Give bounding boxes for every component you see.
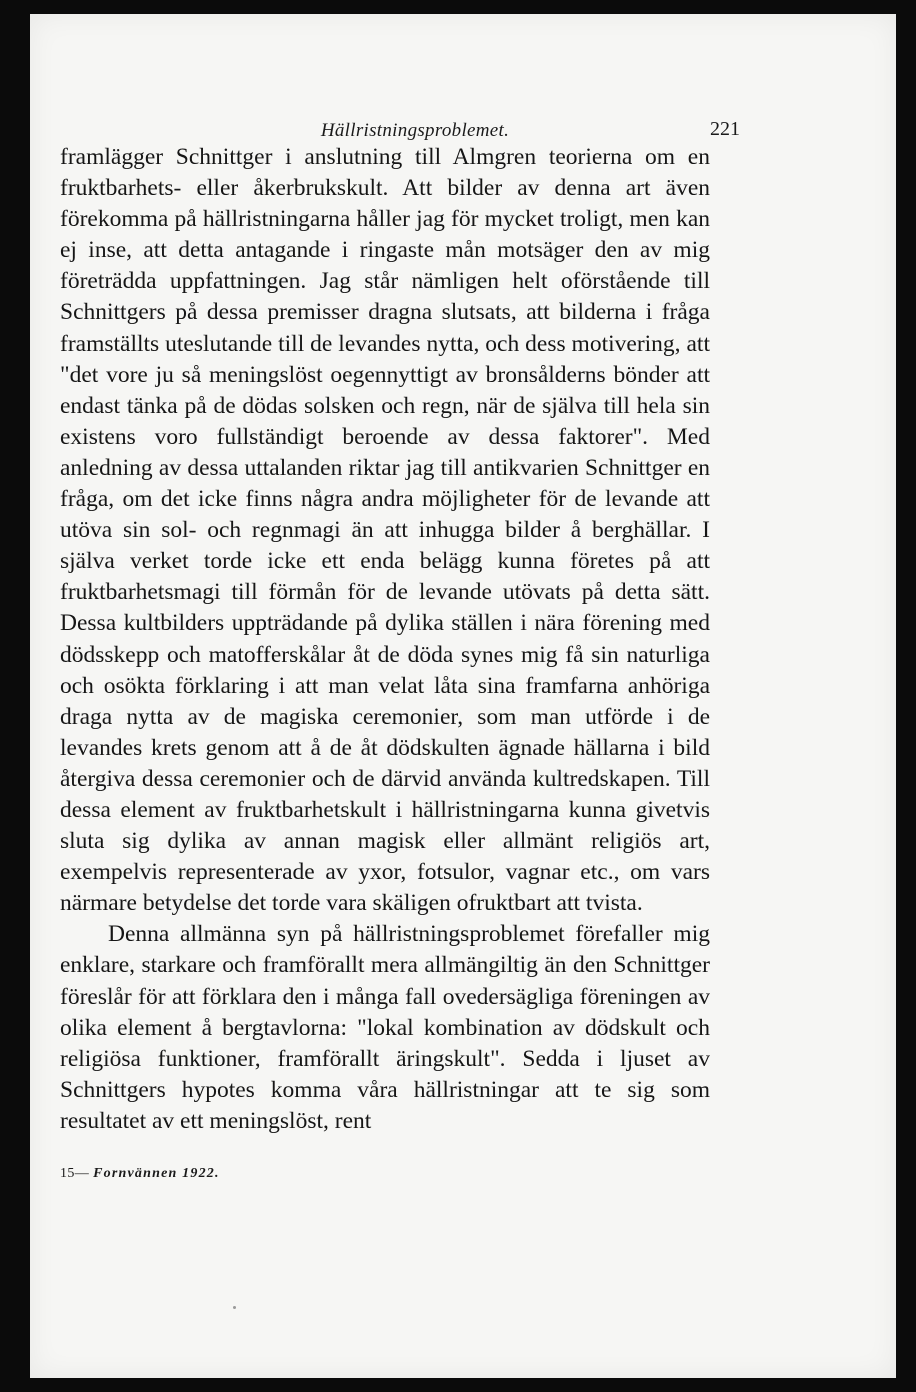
signature-number: 15— — [60, 1166, 90, 1181]
signature-title: Fornvännen 1922. — [93, 1166, 220, 1181]
body-text — [60, 142, 710, 1137]
paragraph-2: Denna allmänna syn på hällristningsproblemet förefaller mig enklare, starkare och framförallt mera allmängiltig än den Schnittger föreslår för att förklara den i många fall ovedersägliga föreningen av olika element å bergtavlorna: "lokal kombination av dödskult och religiösa funktioner, framförallt äringskult". Sedda i ljuset av Schnittgers hypotes komma våra hällristningar att te sig som resultatet av ett meningslöst, rent — [60, 921, 710, 1134]
printer-signature — [60, 1166, 220, 1182]
page-number: 221 — [710, 118, 740, 140]
paragraph-1: framlägger Schnittger i anslutning till Almgren teorierna om en fruktbarhets- eller åkerbrukskult. Att bilder av denna art även förekomma på hällristningarna håller jag för mycket troligt, men kan ej inse, att detta antagande i ringaste mån motsäger den av mig företrädda uppfattningen. Jag står nämligen helt oförstående till Schnittgers på dessa premisser dragna slutsats, att bilderna i fråga framställts uteslutande till de levandes nytta, och dess motivering, att "det vore ju så meningslöst oegennyttigt av bronsålderns bönder att endast tänka på de dödas solsken och regn, när de själva till hela sin existens voro fullständigt beroende av dessa faktorer". Med anledning av dessa uttalanden riktar jag till antikvarien Schnittger en fråga, om det icke finns några andra möjligheter för de levande att utöva sin sol- och regnmagi än att inhugga bilder å berghällar. I själva verket torde icke ett enda belägg kunna företes på att fruktbarhetsmagi till förmån för de levande utövats på detta sätt. Dessa kultbilders uppträdande på dylika ställen i nära förening med dödsskepp och matofferskålar åt de döda synes mig få sin naturliga och osökta förklaring i att man velat låta sina framfarna anhöriga draga nytta av de magiska ceremonier, som man utförde i de levandes krets genom att å de åt dödskulten ägnade hällarna i bild återgiva dessa ceremonier och de därvid använda kultredskapen. Till dessa element av fruktbarhetskult i hällristningarna kunna givetvis sluta sig dylika av annan magisk eller allmänt religiös art, exempelvis representerade av yxor, fotsulor, vagnar etc., om vars närmare betydelse det torde vara skäligen ofruktbart att tvista. — [60, 144, 710, 917]
dust-speck — [233, 1306, 236, 1309]
running-title: Hällristningsproblemet. — [320, 120, 510, 141]
